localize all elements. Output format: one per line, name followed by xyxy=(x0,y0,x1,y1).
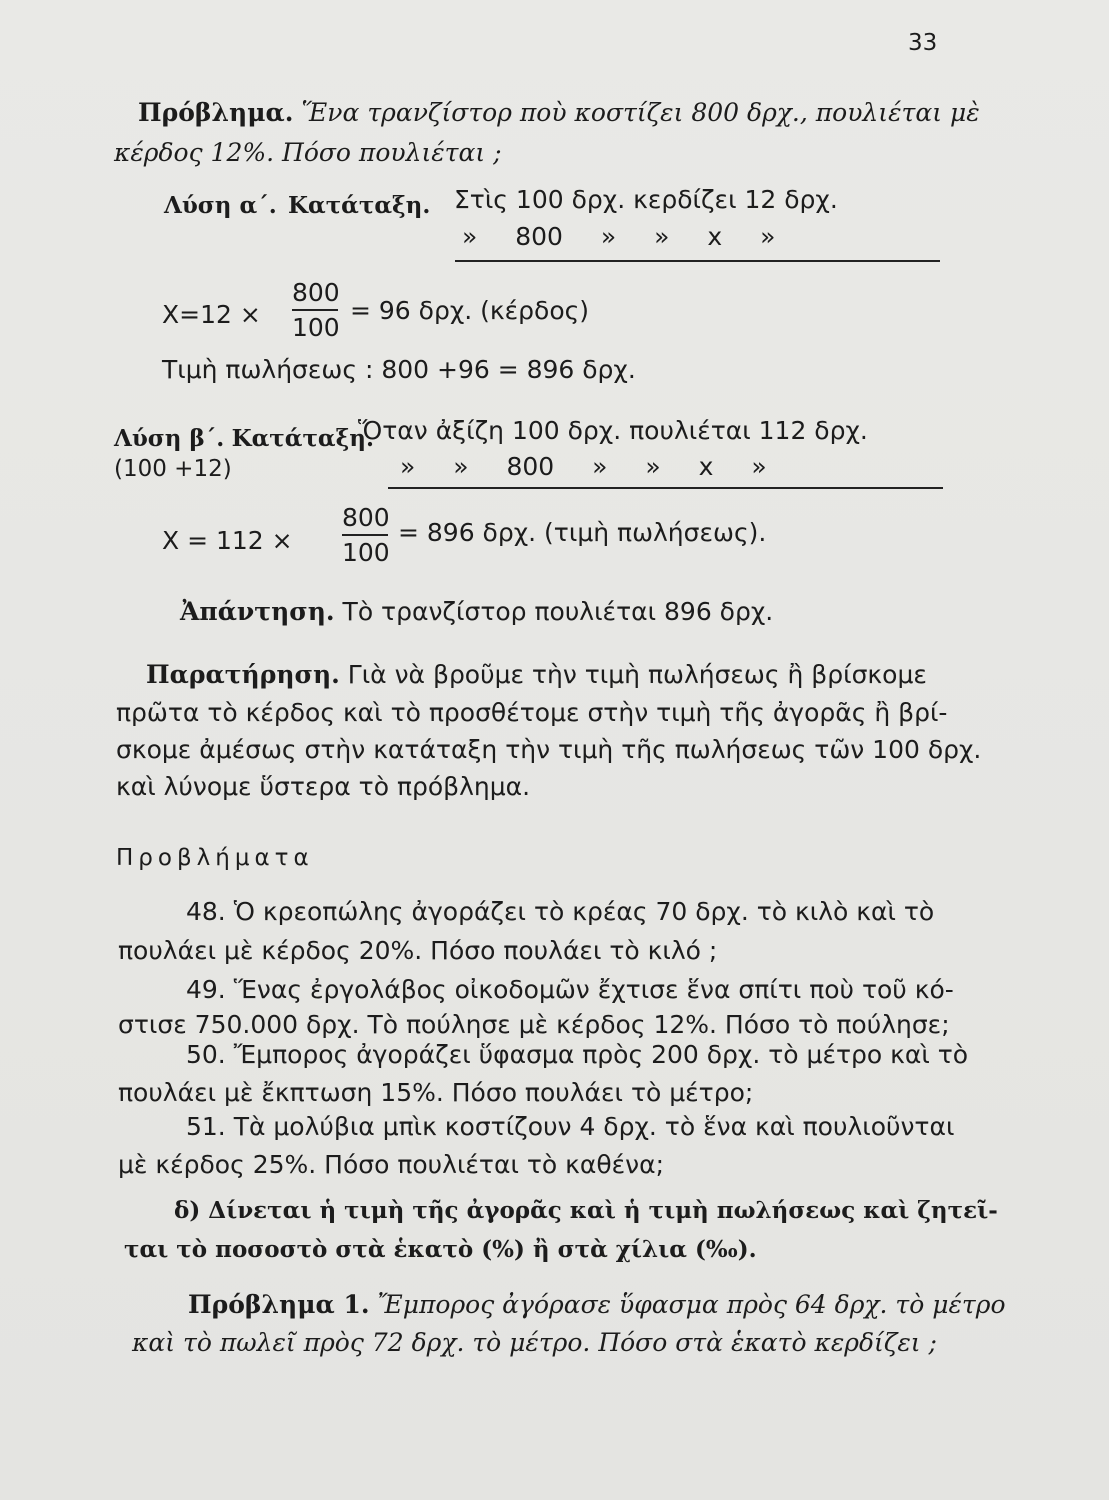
solution-b-side: (100 +12) xyxy=(114,456,232,482)
solution-a-kat-label: Κατάταξη. xyxy=(288,192,431,219)
fraction-numerator: 800 xyxy=(292,278,340,307)
solution-b-rule xyxy=(388,487,943,489)
section-d-line1: δ) Δίνεται ἡ τιμὴ τῆς ἀγορᾶς καὶ ἡ τιμὴ πωλήσεως καὶ ζητεῖ- xyxy=(174,1197,998,1224)
problem-statement-line1 xyxy=(138,98,980,127)
solution-a-rule xyxy=(455,260,940,262)
exercise-48-line2: πουλάει μὲ κέρδος 20%. Πόσο πουλάει τὸ κιλό ; xyxy=(118,936,718,965)
exercise-49-line1: 49. Ἕνας ἐργολάβος οἰκοδομῶν ἔχτισε ἕνα σπίτι ποὺ τοῦ κό- xyxy=(186,975,954,1004)
solution-a-row1: Στὶς 100 δρχ. κερδίζει 12 δρχ. xyxy=(454,185,838,214)
fraction-denominator: 100 xyxy=(292,313,340,342)
remark-text-2: πρῶτα τὸ κέρδος καὶ τὸ προσθέτομε στὴν τιμὴ τῆς ἀγορᾶς ἢ βρί- xyxy=(116,698,948,727)
problem1-label: Πρόβλημα 1. xyxy=(188,1290,370,1319)
page-number: 33 xyxy=(908,30,938,56)
solution-b-eq-left: X = 112 × xyxy=(162,526,293,555)
remark-line1 xyxy=(146,660,927,689)
exercise-51-line2: μὲ κέρδος 25%. Πόσο πουλιέται τὸ καθένα; xyxy=(118,1150,665,1179)
solution-b-row2: » » 800 » » x » xyxy=(400,452,767,481)
answer-line xyxy=(180,597,773,626)
answer-label: Ἀπάντηση. xyxy=(180,597,335,626)
remark-text-3: σκομε ἀμέσως στὴν κατάταξη τὴν τιμὴ τῆς πωλήσεως τῶν 100 δρχ. xyxy=(116,735,982,764)
exercise-51-line1: 51. Τὰ μολύβια μπὶκ κοστίζουν 4 δρχ. τὸ ἕνα καὶ πουλιοῦνται xyxy=(186,1112,955,1141)
exercise-49-line2: στισε 750.000 δρχ. Τὸ πούλησε μὲ κέρδος 12%. Πόσο τὸ πούλησε; xyxy=(118,1010,950,1039)
solution-b-kat-label: Κατάταξη. xyxy=(231,425,374,452)
solution-b-eq-right: = 896 δρχ. (τιμὴ πωλήσεως). xyxy=(398,518,767,547)
remark-text-1: Γιὰ νὰ βροῦμε τὴν τιμὴ πωλήσεως ἢ βρίσκομε xyxy=(347,660,927,689)
problem1-line1 xyxy=(188,1290,1006,1319)
remark-label: Παρατήρηση. xyxy=(146,660,340,689)
remark-text-4: καὶ λύνομε ὕστερα τὸ πρόβλημα. xyxy=(116,772,531,801)
solution-a-row2: » 800 » » x » xyxy=(462,222,776,251)
solution-b-row1: Ὅταν ἀξίζη 100 δρχ. πουλιέται 112 δρχ. xyxy=(358,416,868,445)
solution-a-label: Λύση α΄. xyxy=(164,192,277,219)
fraction-denominator: 100 xyxy=(342,538,390,567)
solution-b-header xyxy=(114,425,374,452)
problem-label: Πρόβλημα. xyxy=(138,98,294,127)
solution-a-eq-right: = 96 δρχ. (κέρδος) xyxy=(350,296,590,325)
fraction-bar xyxy=(342,534,388,536)
solution-b-fraction xyxy=(342,503,388,567)
solution-b-label: Λύση β΄. xyxy=(114,425,225,452)
problem1-text-2: καὶ τὸ πωλεῖ πρὸς 72 δρχ. τὸ μέτρο. Πόσο στὰ ἑκατὸ κερδίζει ; xyxy=(132,1328,937,1357)
solution-a-fraction xyxy=(292,278,338,342)
solution-a-eq-left: X=12 × xyxy=(162,300,261,329)
fraction-bar xyxy=(292,309,338,311)
exercise-50-line2: πουλάει μὲ ἔκπτωση 15%. Πόσο πουλάει τὸ μέτρο; xyxy=(118,1078,754,1107)
exercise-48-line1: 48. Ὁ κρεοπώλης ἀγοράζει τὸ κρέας 70 δρχ. τὸ κιλὸ καὶ τὸ xyxy=(186,897,935,926)
problem1-text-1: Ἔμπορος ἀγόρασε ὕφασμα πρὸς 64 δρχ. τὸ μέτρο xyxy=(377,1290,1006,1319)
problems-heading: Προβλήματα xyxy=(116,845,314,871)
problem-text-1: Ἕνα τρανζίστορ ποὺ κοστίζει 800 δρχ., πουλιέται μὲ xyxy=(301,98,980,127)
section-d-line2: ται τὸ ποσοστὸ στὰ ἑκατὸ (%) ἢ στὰ χίλια (‰). xyxy=(124,1236,757,1263)
exercise-50-line1: 50. Ἔμπορος ἀγοράζει ὕφασμα πρὸς 200 δρχ. τὸ μέτρο καὶ τὸ xyxy=(186,1040,969,1069)
problem-text-2: κέρδος 12%. Πόσο πουλιέται ; xyxy=(114,138,502,167)
fraction-numerator: 800 xyxy=(342,503,390,532)
answer-text: Τὸ τρανζίστορ πουλιέται 896 δρχ. xyxy=(342,597,774,626)
solution-a-sale-price: Τιμὴ πωλήσεως : 800 +96 = 896 δρχ. xyxy=(162,355,636,384)
